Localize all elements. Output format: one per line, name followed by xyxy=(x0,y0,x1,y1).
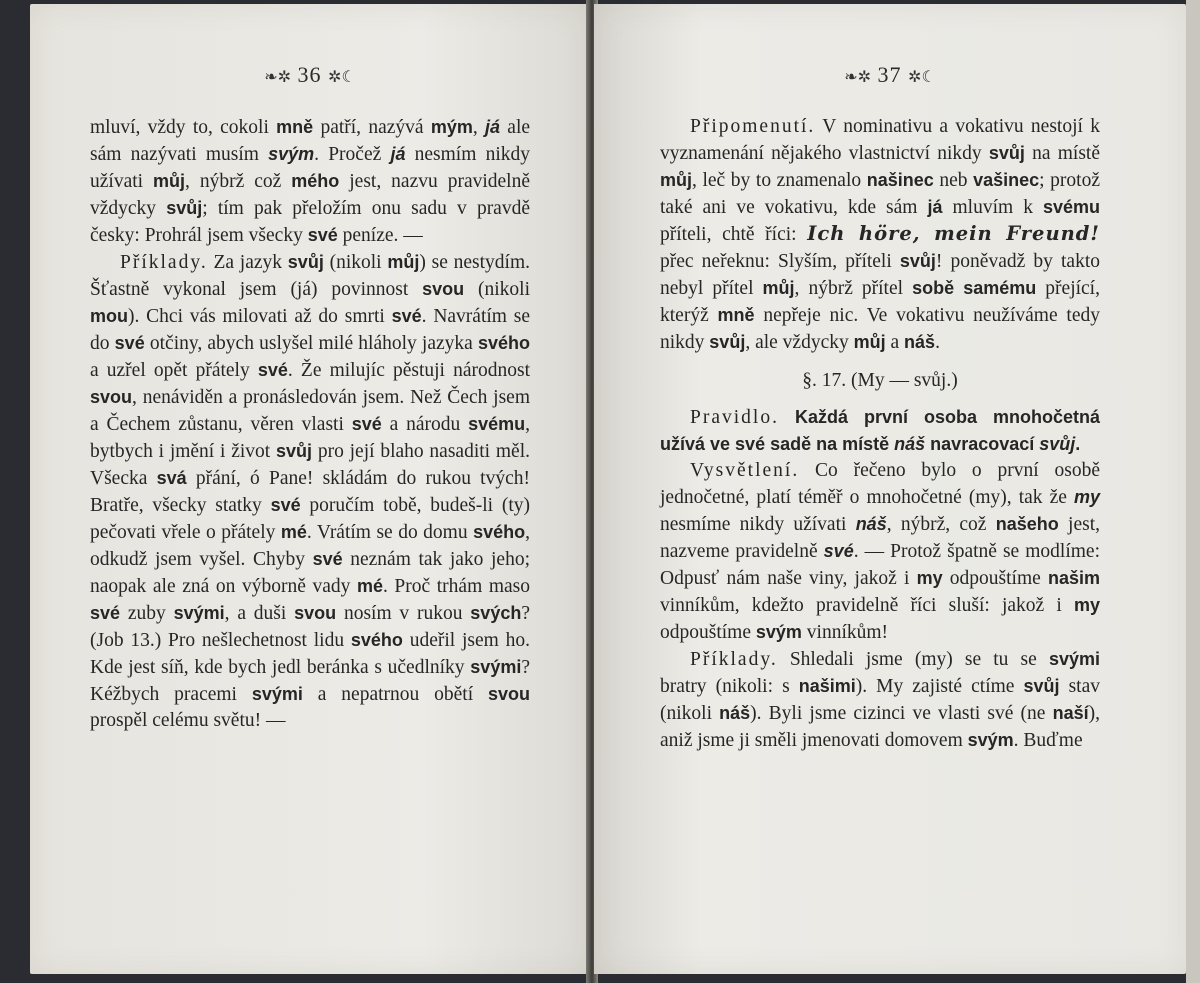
ornament-icon: ❧✲ xyxy=(844,69,872,86)
paragraph: Příklady. Shledali jsme (my) se tu se svými bratry (nikoli: s našimi). My zajisté ctíme svůj stav (nikoli náš). Byli jsme cizinci ve vlasti své (ne naší), aniž jsme ji směli jmenovati domovem svým. Buďme xyxy=(660,649,1100,751)
right-page-header xyxy=(594,62,1186,88)
paragraph: Příklady. Za jazyk svůj (nikoli můj) se nestydím. Šťastně vykonal jsem (já) povinnost svou (nikoli mou). Chci vás milovati až do smrti své. Navrátím se do své otčiny, abych uslyšel milé hláholy jazyka svého a uzřel opět přátely své. Že milujíc pěstuji národnost svou, nenáviděn a pronásledován jsem. Než Čech jsem a Čechem zůstanu, věren vlasti své a národu svému, bytbych i jmění i život svůj pro její blaho nasaditi měl. Všecka svá přání, ó Pane! skládám do rukou tvých! Bratře, všecky statky své poručím tobě, budeš-li (ty) pečovati vřele o přátely mé. Vrátím se do domu svého, odkudž jsem vyšel. Chyby své neznám tak jako jeho; naopak ale zná on výborně vady mé. Proč trhám maso své zuby svými, a duši svou nosím v rukou svých? (Job 13.) Pro nešlechetnost lidu svého udeřil jsem ho. Kde jest síň, kde bych jedl beránka s učedlníky svými? Kéžbych pracemi svými a nepatrnou obětí svou prospěl celému světu! — xyxy=(90,252,531,731)
paragraph: mluví, vždy to, cokoli mně patří, nazývá mým, já ale sám nazývati musím svým. Pročež já nesmím nikdy užívati můj, nýbrž což mého jest, nazvu pravidelně vždycky svůj; tím pak přeložím onu sadu v pravdě česky: Prohrál jsem všecky své peníze. — xyxy=(90,117,531,246)
paragraph: Připomenutí. V nominativu a vokativu nestojí k vyznamenání nějakého vlastnictví nikdy svůj na místě můj, leč by to znamenalo našinec neb vašinec; protož také ani ve vokativu, kde sám já mluvím k svému příteli, chtě říci: Ich höre, mein Freund! přec neřeknu: Slyším, příteli svůj! poněvadž by takto nebyl přítel můj, nýbrž přítel sobě samému přející, kterýž mně nepřeje nic. Ve vokativu neužíváme tedy nikdy svůj, ale vždycky můj a náš. xyxy=(660,116,1101,353)
left-page xyxy=(30,4,590,974)
page-number: 36 xyxy=(297,62,322,87)
ornament-icon: ❧✲ xyxy=(264,69,292,86)
page-number: 37 xyxy=(877,62,902,87)
section-heading: §. 17. (My — svůj.) xyxy=(802,370,958,391)
paragraph: Vysvětlení. Co řečeno bylo o první osobě jednočetné, platí téměř o mnohočetné (my), tak že my nesmíme nikdy užívati náš, nýbrž, což našeho jest, nazveme pravidelně své. — Protož špatně se modlíme: Odpusť nám naše viny, jakož i my odpouštíme našim vinníkům, kdežto pravidelně říci sluší: jakož i my odpouštíme svým vinníkům! xyxy=(660,460,1100,643)
left-page-header xyxy=(30,62,590,88)
right-edge xyxy=(1186,0,1200,983)
right-page xyxy=(594,4,1186,974)
ornament-icon: ✲☾ xyxy=(328,69,356,86)
ornament-icon: ✲☾ xyxy=(908,69,936,86)
left-page-text xyxy=(90,114,530,734)
right-page-text xyxy=(660,114,1100,754)
paragraph: Pravidlo. Každá první osoba mnohočetná užívá ve své sadě na místě náš navracovací svůj. xyxy=(660,407,1100,454)
